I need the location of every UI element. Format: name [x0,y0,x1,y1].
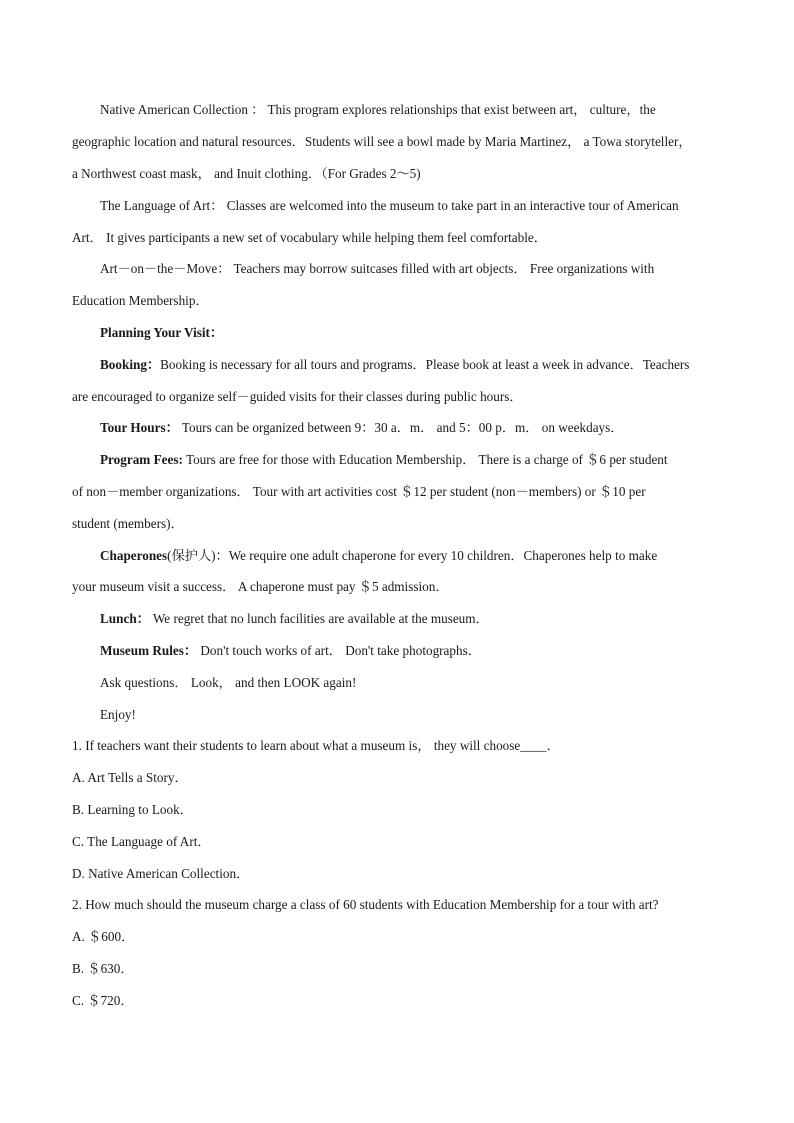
native-american-line-1: Native American Collection ： This program explores relationships that exist between art， culture，the [100,102,656,117]
language-of-art-text-1: Classes are welcomed into the museum to take part in an interactive tour of American [226,198,679,213]
chaperones-line-2: your museum visit a success． A chaperone must pay ＄5 admission． [72,579,449,594]
ask-questions-line: Ask questions． Look， and then LOOK again! [100,675,357,690]
question-2-option-b: B. ＄630． [72,961,134,976]
chaperones-text-1: We require one adult chaperone for every 10 children．Chaperones help to make [228,548,658,563]
fees-line-2: of non－member organizations． Tour with art activities cost ＄12 per student (non－members) or ＄10 per [72,484,646,499]
native-american-text-1: This program explores relationships that exist between art， culture，the [267,102,656,117]
native-american-line-2: geographic location and natural resources．Students will see a bowl made by Maria Martinez， a Towa storyteller， [72,134,692,149]
fees-label: Program Fees: [100,452,183,467]
art-on-move-text-1: Teachers may borrow suitcases filled with art objects． Free organizations with [233,261,655,276]
tour-hours-line [100,419,623,437]
fees-text-1: Tours are free for those with Education Membership． There is a charge of ＄6 per student [185,452,668,467]
question-1-option-a: A. Art Tells a Story． [72,770,188,785]
chaperones-paren: (保护人)： [167,548,229,563]
chaperones-line-1 [100,547,657,565]
museum-rules-text: Don't touch works of art． Don't take photographs． [200,643,481,658]
enjoy-line: Enjoy! [100,707,136,722]
lunch-text: We regret that no lunch facilities are available at the museum． [152,611,489,626]
chaperones-label: Chaperones [100,548,168,563]
question-2-option-c: C. ＄720． [72,993,134,1008]
native-american-title: Native American Collection [100,102,248,117]
question-2-stem: 2. How much should the museum charge a class of 60 students with Education Membership for a tour with art? [72,897,659,912]
lunch-label: Lunch： [100,611,150,626]
booking-label: Booking： [100,357,161,372]
booking-text-1: Booking is necessary for all tours and programs．Please book at least a week in advance．Teachers [160,357,690,372]
question-1-option-c: C. The Language of Art． [72,834,211,849]
planning-heading: Planning Your Visit： [100,325,224,340]
lunch-line [100,610,489,628]
fees-line-3: student (members)． [72,516,184,531]
museum-rules-label: Museum Rules： [100,643,198,658]
language-of-art-line-1: The Language of Art： Classes are welcomed into the museum to take part in an interactive tour of American [100,198,679,213]
booking-line-1 [100,356,689,374]
tour-hours-text: Tours can be organized between 9：30 a．m． and 5：00 p．m． on weekdays． [181,420,624,435]
language-of-art-title: The Language of Art [100,198,211,213]
question-1-option-b: B. Learning to Look． [72,802,193,817]
question-1-option-d: D. Native American Collection． [72,866,250,881]
art-on-move-title: Art－on－the－Move [100,261,218,276]
art-on-move-line-2: Education Membership． [72,293,209,308]
booking-line-2: are encouraged to organize self－guided visits for their classes during public hours． [72,389,523,404]
tour-hours-label: Tour Hours： [100,420,179,435]
question-2-option-a: A. ＄600． [72,929,135,944]
native-american-line-3: a Northwest coast mask， and Inuit clothing．（For Grades 2～5) [72,166,421,181]
language-of-art-line-2: Art． It gives participants a new set of vocabulary while helping them feel comfortable． [72,230,547,245]
museum-rules-line [100,642,481,660]
art-on-move-line-1: Art－on－the－Move： Teachers may borrow suitcases filled with art objects． Free organizations with [100,261,655,276]
question-1-stem: 1. If teachers want their students to learn about what a museum is， they will choose____． [72,738,560,753]
fees-line-1 [100,451,668,469]
